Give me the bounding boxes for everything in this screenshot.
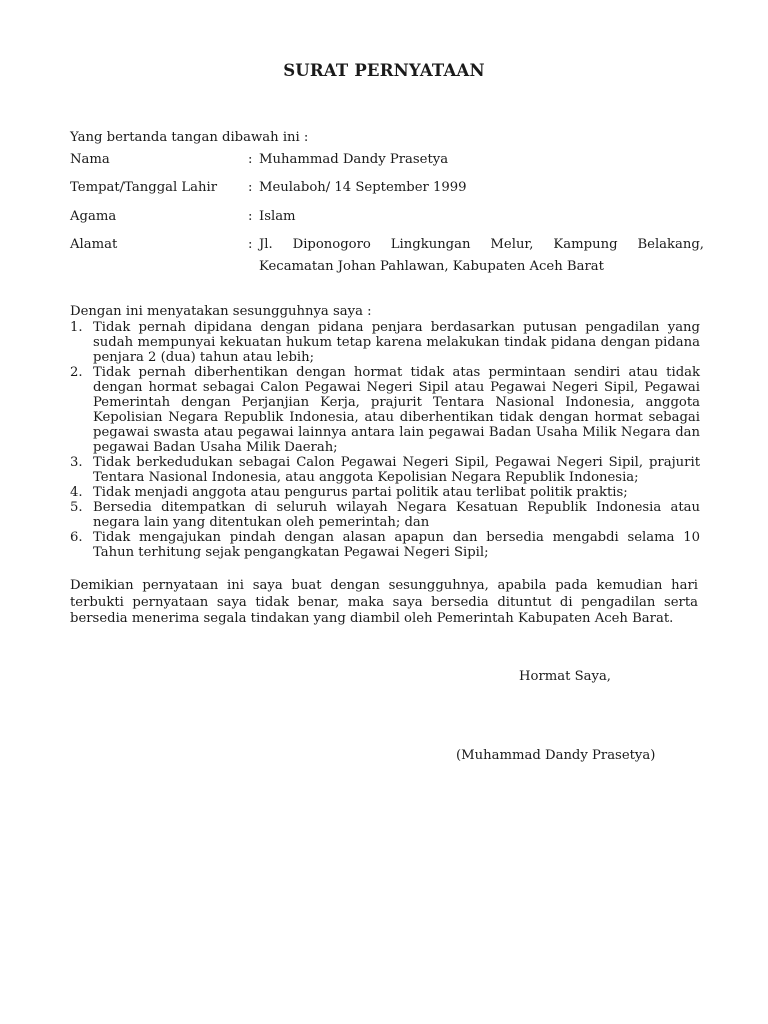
field-label: Agama xyxy=(70,209,117,224)
field-value: Muhammad Dandy Prasetya xyxy=(259,152,449,167)
field-colon: : xyxy=(248,237,253,252)
field-label: Nama xyxy=(70,152,110,167)
list-item-text: Tidak mengajukan pindah dengan alasan apapun dan bersedia mengabdi selama 10 Tahun terhitung sejak pengangkatan Pegawai Negeri Sipil; xyxy=(93,530,700,560)
field-colon: : xyxy=(248,209,253,224)
list-item xyxy=(70,500,700,530)
closing-paragraph: Demikian pernyataan ini saya buat dengan sesungguhnya, apabila pada kemudian hari terbukti pernyataan saya tidak benar, maka saya bersedia dituntut di pengadilan serta bersedia menerima segala tindakan yang diambil oleh Pemerintah Kabupaten Aceh Barat. xyxy=(70,578,698,626)
list-item xyxy=(70,365,700,455)
statement-intro: Dengan ini menyatakan sesungguhnya saya : xyxy=(70,304,372,319)
list-number: 6. xyxy=(70,530,83,545)
field-value: Meulaboh/ 14 September 1999 xyxy=(259,180,467,195)
list-item-text: Tidak pernah diberhentikan dengan hormat tidak atas permintaan sendiri atau tidak dengan hormat sebagai Calon Pegawai Negeri Sipil atau Pegawai Negeri Sipil, Pegawai Pemerintah dengan Perjanjian Kerja, prajurit Tentara Nasional Indonesia, anggota Kepolisian Negara Republik Indonesia, atau diberhentikan tidak dengan hormat sebagai pegawai swasta atau pegawai lainnya antara lain pegawai Badan Usaha Milik Negara dan pegawai Badan Usaha Milik Daerah; xyxy=(93,365,700,455)
document-title: SURAT PERNYATAAN xyxy=(283,61,485,80)
field-value-line1: Jl. Diponogoro Lingkungan Melur, Kampung Belakang, xyxy=(259,237,704,252)
signature-name: (Muhammad Dandy Prasetya) xyxy=(456,748,656,763)
field-value-line2: Kecamatan Johan Pahlawan, Kabupaten Aceh Barat xyxy=(259,259,604,274)
list-item xyxy=(70,530,700,560)
list-number: 2. xyxy=(70,365,83,380)
signature-greeting: Hormat Saya, xyxy=(519,669,612,684)
list-item-text: Tidak pernah dipidana dengan pidana penjara berdasarkan putusan pengadilan yang sudah mempunyai kekuatan hukum tetap karena melakukan tindak pidana dengan pidana penjara 2 (dua) tahun atau lebih; xyxy=(93,320,700,365)
field-label: Tempat/Tanggal Lahir xyxy=(70,180,218,195)
list-item-text: Tidak menjadi anggota atau pengurus partai politik atau terlibat politik praktis; xyxy=(93,485,628,500)
list-number: 5. xyxy=(70,500,83,515)
field-label: Alamat xyxy=(70,237,118,252)
list-number: 1. xyxy=(70,320,83,335)
list-number: 3. xyxy=(70,455,83,470)
list-item xyxy=(70,320,700,365)
intro-text: Yang bertanda tangan dibawah ini : xyxy=(70,130,309,145)
list-item xyxy=(70,485,700,500)
list-item-text: Bersedia ditempatkan di seluruh wilayah Negara Kesatuan Republik Indonesia atau negara lain yang ditentukan oleh pemerintah; dan xyxy=(93,500,700,530)
field-colon: : xyxy=(248,180,253,195)
list-number: 4. xyxy=(70,485,83,500)
list-item xyxy=(70,455,700,485)
field-value: Islam xyxy=(259,209,296,224)
statement-list xyxy=(70,320,700,560)
field-colon: : xyxy=(248,152,253,167)
field-address xyxy=(70,237,710,277)
list-item-text: Tidak berkedudukan sebagai Calon Pegawai Negeri Sipil, Pegawai Negeri Sipil, prajurit Tentara Nasional Indonesia, atau anggota Kepolisian Negara Republik Indonesia; xyxy=(93,455,700,485)
